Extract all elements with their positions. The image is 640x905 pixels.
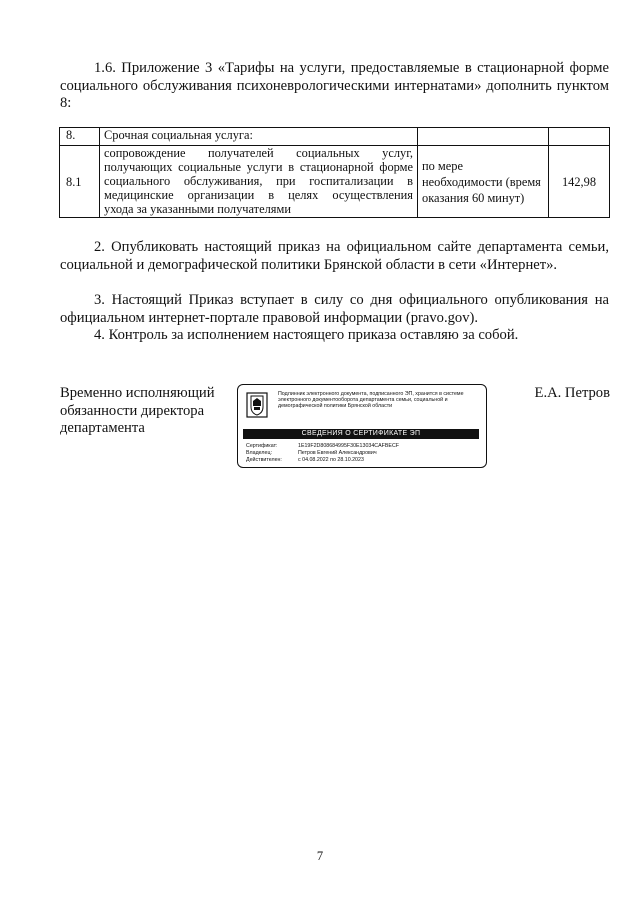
- item-description: [100, 146, 418, 218]
- section-empty-cell-1: [418, 128, 549, 146]
- signature-title-line-1: Временно исполняющий: [60, 385, 215, 401]
- item-description-last: ухода за указанными получателями: [104, 202, 291, 216]
- table-row-section: [60, 128, 610, 146]
- item-number: 8.1: [60, 146, 100, 218]
- stamp-banner: СВЕДЕНИЯ О СЕРТИФИКАТЕ ЭП: [243, 429, 479, 439]
- stamp-owner-row: [246, 450, 482, 456]
- e-signature-stamp: [237, 384, 487, 468]
- section-label: Срочная социальная услуга:: [100, 128, 418, 146]
- owner-value: Петров Евгений Александрович: [298, 450, 377, 456]
- intro-text: 1.6. Приложение 3 «Тарифы на услуги, предоставляемые в стационарной форме социального обслуживания психоневрологическими интернатами» дополнить пунктом 8:: [60, 60, 609, 111]
- section-empty-cell-2: [549, 128, 610, 146]
- valid-label: Действителен:: [246, 457, 282, 463]
- signature-title-line-2: обязанности директора: [60, 402, 205, 419]
- signature-title-line-3: департамента: [60, 420, 145, 436]
- signature-title: [60, 385, 240, 438]
- item-frequency: по мере необходимости (время оказания 60 минут): [418, 146, 549, 218]
- table-row-item: [60, 146, 610, 218]
- coat-of-arms-icon: [246, 392, 268, 418]
- valid-value: с 04.08.2022 по 28.10.2023: [298, 457, 364, 463]
- paragraph-4: [60, 327, 609, 345]
- paragraph-3-text: 3. Настоящий Приказ вступает в силу со дня официального опубликования на официальном интернет-портале правовой информации (pravo.gov).: [60, 292, 609, 326]
- paragraph-2-text: 2. Опубликовать настоящий приказ на официальном сайте департамента семьи, социальной и демографической политики Брянской области в сети «Интернет».: [60, 239, 609, 273]
- certificate-value: 1E19F2D808684995F30E13034CAFBECF: [298, 443, 400, 449]
- stamp-certificate-row: [246, 443, 482, 449]
- signer-name: Е.А. Петров: [534, 385, 610, 401]
- page-number: 7: [316, 849, 324, 863]
- section-number: 8.: [60, 128, 100, 146]
- item-price: 142,98: [549, 146, 610, 218]
- tariff-table: [59, 127, 610, 218]
- paragraph-2: [60, 239, 609, 274]
- intro-paragraph: [60, 60, 609, 113]
- paragraph-4-text: 4. Контроль за исполнением настоящего приказа оставляю за собой.: [94, 327, 519, 343]
- stamp-header-text: Подлинник электронного документа, подписанного ЭП, хранится в системе электронного документооборота департамента семьи, социальной и демографической политики Брянской области: [278, 391, 464, 410]
- certificate-label: Сертификат:: [246, 443, 278, 449]
- item-description-main: сопровождение получателей социальных услуг, получающих социальные услуги в стационарной форме социального обслуживания, при госпитализации в медицинские организации в целях осуществления: [104, 146, 413, 202]
- owner-label: Владелец:: [246, 450, 272, 456]
- paragraph-3: [60, 292, 609, 327]
- stamp-valid-row: [246, 457, 482, 463]
